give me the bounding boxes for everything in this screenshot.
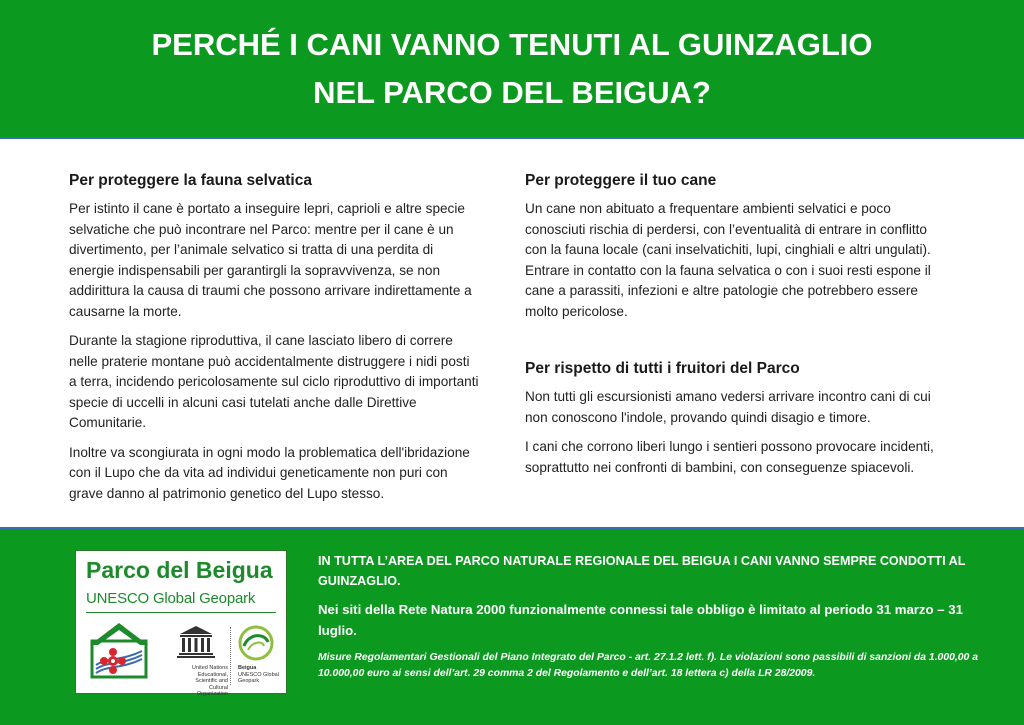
left-column [69,170,479,513]
leash-notice [318,551,978,682]
paragraph-fauna-1: Per istinto il cane è portato a inseguire lepri, caprioli e altre specie selvatiche che può incontrare nel Parco: mentre per il cane è un divertimento, per l’animale selvatico si tratta di una perdita di energie indispensabili per garantirgli la sopravvivenza, se non addirittura la causa di traumi che possono arrivare indirettamente a causarne la morte. [69,201,472,319]
section-heading-dog: Per proteggere il tuo cane [525,172,717,189]
notice-natura-2000: Nei siti della Rete Natura 2000 funzionalmente connessi tale obbligo è limitato al periodo 31 marzo – 31 luglio. [318,602,963,638]
geopark-caption [238,665,286,685]
page-title-line-2: NEL PARCO DEL BEIGUA? [313,74,711,110]
geopark-swirl-icon [236,624,276,662]
notice-legal: Misure Regolamentari Gestionali del Piano Integrato del Parco - art. 27.1.2 lett. f). Le violazioni sono passibili di sanzioni da 1.000,00 a 10.000,00 euro ai sensi dell’art. 29 comma 2 del Regolamento e dell’art. 18 lettera c) della LR 28/2009. [318,652,978,679]
page-title-line-1: PERCHÉ I CANI VANNO TENUTI AL GUINZAGLIO [151,26,873,62]
park-house-icon [88,621,150,679]
logo-title: Parco del Beigua [86,557,273,583]
section-heading-respect: Per rispetto di tutti i fruitori del Parco [525,360,800,377]
paragraph-dog-1: Un cane non abituato a frequentare ambienti selvatici e poco conosciuti rischia di perdersi, con l’eventualità di entrare in conflitto con la fauna locale (cani inselvatichiti, lupi, cinghiali e altri ungulati). Entrare in contatto con la fauna selvatica o con i suoi resti espone il cane a parassiti, infezioni e altre patologie che potrebbero essere molto pericolose. [525,201,931,319]
unesco-temple-icon [176,624,216,660]
right-column [525,170,945,487]
geopark-caption-sub: UNESCO Global Geopark [238,671,279,684]
paragraph-fauna-3: Inoltre va scongiurata in ogni modo la problematica dell'ibridazione con il Lupo che da vita ad individui geneticamente non puri con grave danno al patrimonio genetico del Lupo stesso. [69,444,470,501]
unesco-caption: United Nations Educational, Scientific and Cultural Organization [191,665,228,697]
logo-dotted-divider [230,627,231,685]
paragraph-respect-1: Non tutti gli escursionisti amano vedersi arrivare incontro cani di cui non conoscono l'indole, provando quindi disagio e timore. [525,389,931,425]
section-heading-fauna: Per proteggere la fauna selvatica [69,172,312,189]
paragraph-respect-2: I cani che corrono liberi lungo i sentieri possono provocare incidenti, soprattutto nei confronti di bambini, con conseguenze spiacevoli. [525,439,934,475]
notice-main: IN TUTTA L’AREA DEL PARCO NATURALE REGIONALE DEL BEIGUA I CANI VANNO SEMPRE CONDOTTI AL GUINZAGLIO. [318,554,966,588]
geopark-caption-name: Beigua [238,665,257,671]
page-footer [0,527,1024,725]
park-logo [75,550,287,697]
paragraph-fauna-2: Durante la stagione riproduttiva, il cane lasciato libero di correre nelle praterie montane può accidentalmente distruggere i nidi posti a terra, incidendo pericolosamente sul ciclo riproduttivo di importanti specie di uccelli in alcuni casi tutelati anche dalle Direttive Comunitarie. [69,333,479,430]
logo-subtitle: UNESCO Global Geopark [86,590,256,607]
logo-divider [86,612,276,613]
page-header [0,0,1024,139]
